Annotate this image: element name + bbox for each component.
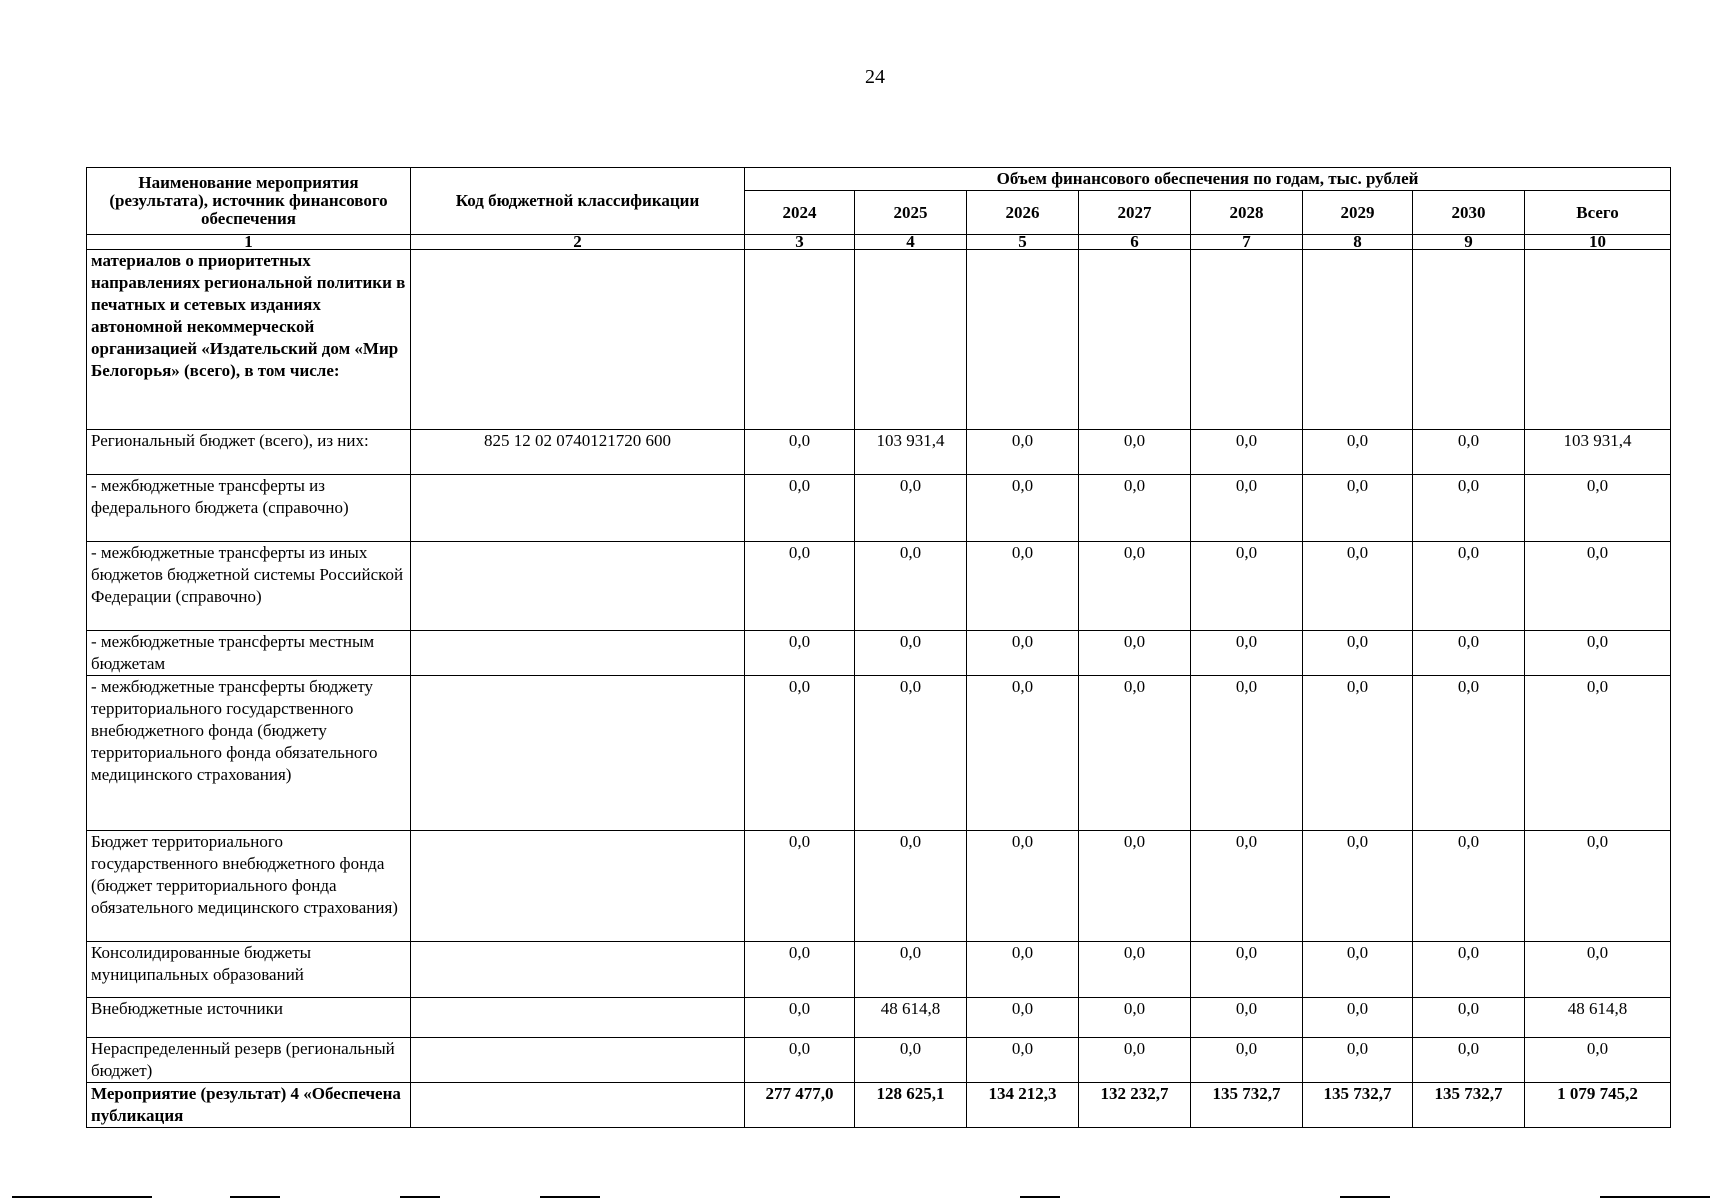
row-budget-code	[411, 1083, 745, 1128]
row-year-value: 0,0	[967, 942, 1079, 998]
column-number-row	[87, 235, 1671, 250]
column-number: 2	[411, 235, 745, 250]
row-year-value: 0,0	[1191, 430, 1303, 475]
row-budget-code	[411, 1038, 745, 1083]
row-year-value: 103 931,4	[855, 430, 967, 475]
row-year-value	[1079, 250, 1191, 430]
header-year: 2028	[1191, 191, 1303, 235]
row-year-value: 0,0	[1079, 676, 1191, 831]
row-total-value: 0,0	[1525, 631, 1671, 676]
row-year-value: 0,0	[1191, 542, 1303, 631]
row-year-value	[967, 250, 1079, 430]
row-year-value: 0,0	[967, 998, 1079, 1038]
row-budget-code	[411, 831, 745, 942]
row-budget-code	[411, 998, 745, 1038]
table-row	[87, 631, 1671, 676]
scan-edge-mark	[400, 1196, 440, 1198]
row-year-value: 0,0	[1413, 542, 1525, 631]
row-year-value: 0,0	[967, 631, 1079, 676]
header-year: 2024	[745, 191, 855, 235]
row-year-value: 277 477,0	[745, 1083, 855, 1128]
row-year-value: 0,0	[1413, 1038, 1525, 1083]
table-row	[87, 475, 1671, 542]
row-year-value: 0,0	[745, 942, 855, 998]
row-year-value: 0,0	[1303, 1038, 1413, 1083]
column-number: 7	[1191, 235, 1303, 250]
row-year-value: 0,0	[967, 676, 1079, 831]
row-name: - межбюджетные трансферты местным бюджетам	[87, 631, 411, 676]
scan-edge-mark	[540, 1196, 600, 1198]
row-budget-code	[411, 676, 745, 831]
row-total-value: 48 614,8	[1525, 998, 1671, 1038]
table-row	[87, 1083, 1671, 1128]
column-number: 3	[745, 235, 855, 250]
row-year-value: 0,0	[1303, 998, 1413, 1038]
table-row	[87, 1038, 1671, 1083]
row-name: материалов о приоритетных направлениях региональной политики в печатных и сетевых изданиях автономной некоммерческой организацией «Издательский дом «Мир Белогорья» (всего), в том числе:	[87, 250, 411, 430]
page-number: 24	[865, 66, 885, 88]
row-year-value: 0,0	[855, 475, 967, 542]
table-row	[87, 831, 1671, 942]
row-year-value: 0,0	[1191, 676, 1303, 831]
row-name: Внебюджетные источники	[87, 998, 411, 1038]
row-total-value	[1525, 250, 1671, 430]
row-year-value: 0,0	[1413, 430, 1525, 475]
row-year-value: 0,0	[1191, 475, 1303, 542]
row-year-value: 0,0	[1191, 831, 1303, 942]
scan-edge-mark	[1600, 1196, 1710, 1198]
row-year-value: 0,0	[1413, 676, 1525, 831]
row-total-value: 103 931,4	[1525, 430, 1671, 475]
row-total-value: 0,0	[1525, 676, 1671, 831]
row-name: Мероприятие (результат) 4 «Обеспечена публикация	[87, 1083, 411, 1128]
row-year-value: 0,0	[1079, 631, 1191, 676]
row-year-value: 0,0	[1079, 475, 1191, 542]
header-row-top	[87, 168, 1671, 191]
row-year-value: 0,0	[745, 1038, 855, 1083]
row-year-value: 0,0	[1191, 631, 1303, 676]
row-year-value	[745, 250, 855, 430]
scan-edge-mark	[230, 1196, 280, 1198]
column-number: 1	[87, 235, 411, 250]
row-year-value: 0,0	[1303, 542, 1413, 631]
row-year-value: 0,0	[745, 475, 855, 542]
row-year-value: 0,0	[1303, 430, 1413, 475]
column-number: 10	[1525, 235, 1671, 250]
row-name: - межбюджетные трансферты бюджету территориального государственного внебюджетного фонда (бюджету территориального фонда обязательного медицинского страхования)	[87, 676, 411, 831]
row-year-value	[855, 250, 967, 430]
row-year-value: 0,0	[1079, 1038, 1191, 1083]
row-year-value: 134 212,3	[967, 1083, 1079, 1128]
row-name: Нераспределенный резерв (региональный бюджет)	[87, 1038, 411, 1083]
row-year-value: 0,0	[855, 542, 967, 631]
table-body	[87, 250, 1671, 1128]
header-activity-name: Наименование мероприятия (результата), источник финансового обеспечения	[87, 168, 411, 235]
row-year-value: 128 625,1	[855, 1083, 967, 1128]
header-year: 2030	[1413, 191, 1525, 235]
scan-edge-mark	[1020, 1196, 1060, 1198]
row-year-value	[1191, 250, 1303, 430]
row-year-value: 0,0	[1079, 430, 1191, 475]
header-year: 2026	[967, 191, 1079, 235]
row-year-value: 0,0	[855, 631, 967, 676]
row-year-value	[1413, 250, 1525, 430]
row-year-value: 0,0	[855, 942, 967, 998]
scan-edge-mark	[12, 1196, 152, 1198]
table-row	[87, 250, 1671, 430]
row-total-value: 0,0	[1525, 831, 1671, 942]
row-year-value: 0,0	[967, 430, 1079, 475]
row-year-value: 0,0	[1303, 631, 1413, 676]
row-year-value: 0,0	[1413, 998, 1525, 1038]
row-total-value: 0,0	[1525, 942, 1671, 998]
row-year-value: 0,0	[967, 831, 1079, 942]
row-year-value: 0,0	[967, 542, 1079, 631]
row-year-value: 0,0	[1191, 1038, 1303, 1083]
row-budget-code	[411, 631, 745, 676]
table-row	[87, 542, 1671, 631]
row-year-value: 0,0	[1079, 998, 1191, 1038]
row-name: Региональный бюджет (всего), из них:	[87, 430, 411, 475]
column-number: 8	[1303, 235, 1413, 250]
header-year: 2029	[1303, 191, 1413, 235]
row-total-value: 0,0	[1525, 1038, 1671, 1083]
row-budget-code	[411, 250, 745, 430]
row-total-value: 0,0	[1525, 475, 1671, 542]
header-year: 2027	[1079, 191, 1191, 235]
row-year-value: 0,0	[1303, 475, 1413, 542]
column-number: 6	[1079, 235, 1191, 250]
header-volume: Объем финансового обеспечения по годам, тыс. рублей	[745, 168, 1671, 191]
row-year-value: 132 232,7	[1079, 1083, 1191, 1128]
row-year-value: 0,0	[1303, 942, 1413, 998]
row-budget-code	[411, 475, 745, 542]
row-year-value: 0,0	[745, 430, 855, 475]
row-year-value: 0,0	[745, 676, 855, 831]
row-budget-code	[411, 942, 745, 998]
row-year-value: 0,0	[745, 542, 855, 631]
row-year-value: 0,0	[745, 998, 855, 1038]
row-year-value: 0,0	[1191, 998, 1303, 1038]
row-year-value: 0,0	[1079, 942, 1191, 998]
row-year-value: 135 732,7	[1413, 1083, 1525, 1128]
row-year-value: 48 614,8	[855, 998, 967, 1038]
row-year-value: 0,0	[745, 831, 855, 942]
row-year-value: 0,0	[967, 475, 1079, 542]
row-year-value: 0,0	[855, 1038, 967, 1083]
row-year-value: 0,0	[1303, 676, 1413, 831]
row-year-value: 135 732,7	[1191, 1083, 1303, 1128]
header-year: 2025	[855, 191, 967, 235]
row-total-value: 0,0	[1525, 542, 1671, 631]
row-year-value	[1303, 250, 1413, 430]
row-name: Бюджет территориального государственного внебюджетного фонда (бюджет территориального фонда обязательного медицинского страхования)	[87, 831, 411, 942]
row-year-value: 135 732,7	[1303, 1083, 1413, 1128]
row-year-value: 0,0	[855, 831, 967, 942]
table-row	[87, 998, 1671, 1038]
row-year-value: 0,0	[967, 1038, 1079, 1083]
row-year-value: 0,0	[1413, 942, 1525, 998]
row-year-value: 0,0	[1413, 475, 1525, 542]
row-year-value: 0,0	[745, 631, 855, 676]
row-year-value: 0,0	[1079, 831, 1191, 942]
row-year-value: 0,0	[1303, 831, 1413, 942]
row-budget-code	[411, 542, 745, 631]
row-name: Консолидированные бюджеты муниципальных образований	[87, 942, 411, 998]
row-year-value: 0,0	[1079, 542, 1191, 631]
column-number: 5	[967, 235, 1079, 250]
column-number: 9	[1413, 235, 1525, 250]
table-row	[87, 430, 1671, 475]
row-total-value: 1 079 745,2	[1525, 1083, 1671, 1128]
row-year-value: 0,0	[855, 676, 967, 831]
table-row	[87, 942, 1671, 998]
column-number: 4	[855, 235, 967, 250]
row-budget-code: 825 12 02 0740121720 600	[411, 430, 745, 475]
row-year-value: 0,0	[1191, 942, 1303, 998]
row-year-value: 0,0	[1413, 831, 1525, 942]
header-budget-code: Код бюджетной классификации	[411, 168, 745, 235]
row-name: - межбюджетные трансферты из федерального бюджета (справочно)	[87, 475, 411, 542]
row-year-value: 0,0	[1413, 631, 1525, 676]
header-total: Всего	[1525, 191, 1671, 235]
budget-table	[86, 167, 1671, 1128]
scan-edge-mark	[1340, 1196, 1390, 1198]
row-name: - межбюджетные трансферты из иных бюджетов бюджетной системы Российской Федерации (справочно)	[87, 542, 411, 631]
table-row	[87, 676, 1671, 831]
